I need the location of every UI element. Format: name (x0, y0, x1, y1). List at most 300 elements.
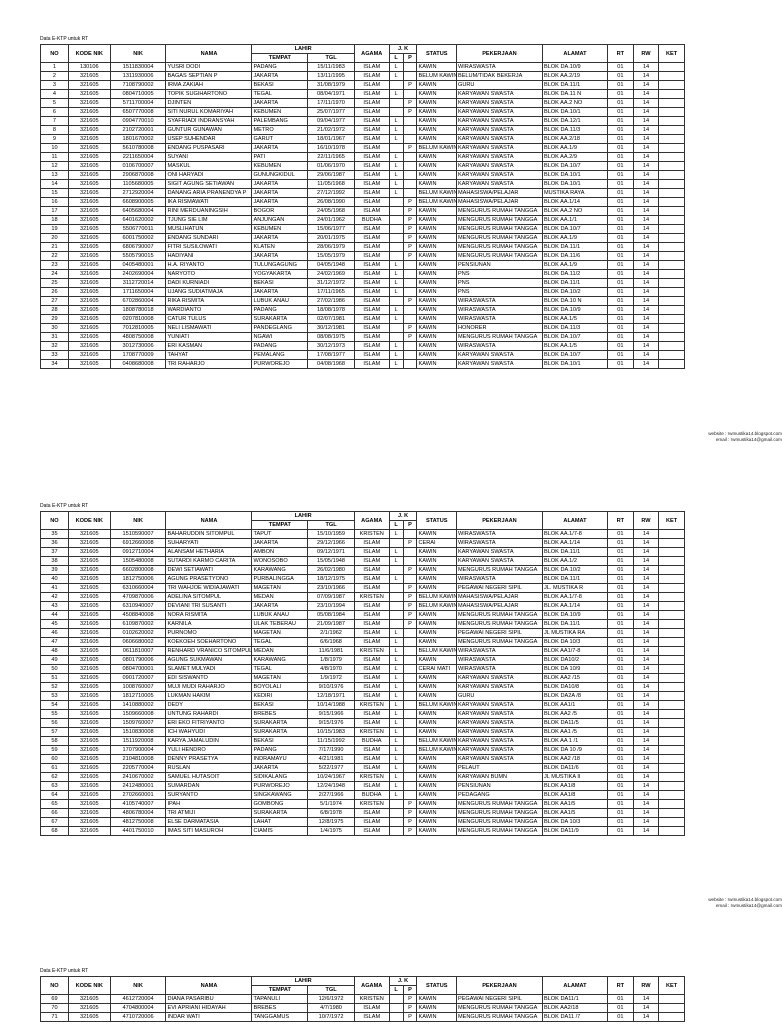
table-cell: BLOK DA.11/1 (542, 279, 607, 288)
table-cell: ICH WAHYUDI (166, 728, 252, 737)
table-cell: BLOK DA.11/1 (542, 575, 607, 584)
table-cell: KAWIN (417, 297, 457, 306)
table-cell: ISLAM (354, 611, 389, 620)
table-cell: 12/18/1971 (308, 692, 355, 701)
table-cell: BLOK DA.11/2 (542, 270, 607, 279)
header-l: L (389, 54, 403, 63)
ektp-table (40, 511, 685, 836)
table-cell: 321605 (68, 108, 110, 117)
table-cell: 11/15/1992 (308, 737, 355, 746)
table-cell: BLOK DA.10 N (542, 297, 607, 306)
table-cell: KARYAWAN SWASTA (456, 710, 542, 719)
table-cell: BLOK DA 10/9 (542, 665, 607, 674)
table-row (41, 593, 685, 602)
table-cell: BEKASI (252, 81, 308, 90)
table-cell: KAWIN (417, 656, 457, 665)
table-cell: ISLAM (354, 63, 389, 72)
table-row (41, 72, 685, 81)
table-cell (659, 656, 685, 665)
table-cell (659, 162, 685, 171)
table-cell (659, 306, 685, 315)
table-cell: KAWIN (417, 234, 457, 243)
table-row (41, 1013, 685, 1022)
header-tempat: TEMPAT (252, 521, 308, 530)
table-cell: KAWIN (417, 809, 457, 818)
table-cell: 4508840008 (110, 611, 166, 620)
table-cell: WIRASWASTA (456, 342, 542, 351)
table-cell (389, 800, 403, 809)
table-cell: P (403, 297, 417, 306)
table-cell (403, 63, 417, 72)
table-cell: WARDIANTO (166, 306, 252, 315)
table-cell: 14 (633, 602, 659, 611)
table-cell (659, 701, 685, 710)
table-cell: 6001750002 (110, 234, 166, 243)
table-cell: BUDHA (354, 791, 389, 800)
table-row (41, 611, 685, 620)
table-row (41, 656, 685, 665)
header-no: NO (41, 45, 69, 63)
table-cell: NARYOTO (166, 270, 252, 279)
table-cell: 321605 (68, 180, 110, 189)
table-cell: ONI HARYADI (166, 171, 252, 180)
table-cell (659, 99, 685, 108)
table-cell (389, 809, 403, 818)
header-ket: KET (659, 45, 685, 63)
table-cell: 08/04/1971 (308, 90, 355, 99)
table-cell: CIAMIS (252, 827, 308, 836)
table-cell: MUJI MUDI RAHARJO (166, 683, 252, 692)
table-cell (403, 656, 417, 665)
table-cell: 01 (608, 620, 634, 629)
table-cell: 5 (41, 99, 69, 108)
table-cell: L (389, 728, 403, 737)
table-cell: BLOK AA 1 /1 (542, 737, 607, 746)
table-cell: KAWIN (417, 791, 457, 800)
table-cell: 4704800004 (110, 1004, 166, 1013)
table-cell: ISLAM (354, 539, 389, 548)
table-cell: TEGAL (252, 665, 308, 674)
table-cell: 321605 (68, 243, 110, 252)
table-cell (389, 234, 403, 243)
table-cell (659, 90, 685, 99)
table-cell: BLOK AA.1/14 (542, 602, 607, 611)
table-cell: KAWIN (417, 764, 457, 773)
table-cell: WIRASWASTA (456, 539, 542, 548)
header-tempat: TEMPAT (252, 54, 308, 63)
table-cell: RIKA RISMITA (166, 297, 252, 306)
table-cell: BLOK AA.1/2 (542, 557, 607, 566)
table-cell: TEGAL (252, 90, 308, 99)
table-cell: 01 (608, 360, 634, 369)
table-cell: BLOK DA10/8 (542, 683, 607, 692)
table-cell: 01 (608, 827, 634, 836)
table-cell: YOGYAKARTA (252, 270, 308, 279)
table-cell: PENSIUNAN (456, 782, 542, 791)
table-cell: BLOK DA11 /7 (542, 1013, 607, 1022)
table-row (41, 557, 685, 566)
table-cell (659, 665, 685, 674)
table-cell: 01 (608, 342, 634, 351)
table-cell (659, 638, 685, 647)
table-cell (659, 261, 685, 270)
table-cell: KAWIN (417, 728, 457, 737)
table-cell: KRISTEN (354, 647, 389, 656)
table-cell: L (389, 710, 403, 719)
table-cell: ISLAM (354, 198, 389, 207)
table-row (41, 315, 685, 324)
table-cell: KAWIN (417, 692, 457, 701)
table-cell: 01 (608, 674, 634, 683)
table-cell: ERI EKO FITRIYANTO (166, 719, 252, 728)
table-cell: SITI NURUL KOMARIYAH (166, 108, 252, 117)
table-cell: MENGURUS RUMAH TANGGA (456, 252, 542, 261)
table-cell: P (403, 243, 417, 252)
table-cell: 321605 (68, 207, 110, 216)
table-cell: 05/08/1984 (308, 611, 355, 620)
table-cell: 44 (41, 611, 69, 620)
table-cell: 14 (633, 773, 659, 782)
table-cell: DADI KURNIADI (166, 279, 252, 288)
table-cell: KARYAWAN SWASTA (456, 674, 542, 683)
table-cell (659, 548, 685, 557)
table-cell: 14 (633, 782, 659, 791)
table-cell: KAWIN (417, 279, 457, 288)
table-cell: 14 (633, 827, 659, 836)
table-cell: ISLAM (354, 126, 389, 135)
table-cell: L (389, 791, 403, 800)
table-cell (659, 629, 685, 638)
table-cell: 01/06/1970 (308, 162, 355, 171)
table-cell: BLOK AA.2/9 (542, 153, 607, 162)
table-row (41, 288, 685, 297)
table-cell: KRISTEN (354, 995, 389, 1004)
table-cell: 14 (633, 818, 659, 827)
table-row (41, 189, 685, 198)
header-agama: AGAMA (354, 977, 389, 995)
table-cell: 01 (608, 351, 634, 360)
table-cell: SLAMET MULYADI (166, 665, 252, 674)
table-cell (659, 584, 685, 593)
table-cell: ISLAM (354, 818, 389, 827)
table-cell: 01 (608, 252, 634, 261)
table-cell: 14 (633, 629, 659, 638)
table-cell: 12/6/1972 (308, 995, 355, 1004)
table-cell: 21 (41, 243, 69, 252)
table-cell: ISLAM (354, 270, 389, 279)
table-cell: 14 (633, 791, 659, 800)
table-cell (659, 791, 685, 800)
table-cell (659, 225, 685, 234)
table-cell: 321605 (68, 216, 110, 225)
table-cell: MAGETAN (252, 584, 308, 593)
table-cell: KARNILA (166, 620, 252, 629)
table-cell: 63 (41, 782, 69, 791)
table-cell (403, 737, 417, 746)
table-cell: 14 (633, 728, 659, 737)
header-rt: RT (608, 512, 634, 530)
table-cell: 41 (41, 584, 69, 593)
table-cell: 15/10/1959 (308, 530, 355, 539)
table-cell: JAKARTA (252, 198, 308, 207)
ektp-table (40, 976, 685, 1022)
caption-1 (40, 36, 88, 42)
table-cell: KARYAWAN SWASTA (456, 548, 542, 557)
table-row (41, 737, 685, 746)
table-cell: 5711700004 (110, 99, 166, 108)
table-cell (659, 63, 685, 72)
table-cell: 14 (633, 701, 659, 710)
table-cell: P (403, 566, 417, 575)
table-cell: 1707900004 (110, 746, 166, 755)
table-cell: 2/1/1962 (308, 629, 355, 638)
table-cell: MUSLIHATUN (166, 225, 252, 234)
table-cell: 0804710005 (110, 90, 166, 99)
table-cell: KARYAWAN SWASTA (456, 701, 542, 710)
table-cell (659, 809, 685, 818)
table-cell: KRISTEN (354, 530, 389, 539)
table-row (41, 764, 685, 773)
table-cell: 321605 (68, 656, 110, 665)
table-cell: YULI HENDRO (166, 746, 252, 755)
table-cell: 10/24/1967 (308, 773, 355, 782)
table-cell: CATUR TULUS (166, 315, 252, 324)
table-cell: 14 (633, 207, 659, 216)
table-cell: MENGURUS RUMAH TANGGA (456, 566, 542, 575)
table-cell: BLOK AA2 /5 (542, 710, 607, 719)
table-cell: PEGAWAI NEGERI SIPIL (456, 995, 542, 1004)
table-cell: 01 (608, 135, 634, 144)
table-cell: ISLAM (354, 72, 389, 81)
table-cell: MENGURUS RUMAH TANGGA (456, 809, 542, 818)
table-cell (389, 99, 403, 108)
table-cell: PURWOREJO (252, 360, 308, 369)
table-cell: KAWIN (417, 575, 457, 584)
table-cell: IMAS SITI MASUROH (166, 827, 252, 836)
table-cell: SUTARDI KARMO CARITA (166, 557, 252, 566)
table-cell: KAWIN (417, 126, 457, 135)
table-cell: 01 (608, 656, 634, 665)
table-cell (403, 719, 417, 728)
table-cell: 56 (41, 719, 69, 728)
header-nama: NAMA (166, 512, 252, 530)
table-cell (389, 333, 403, 342)
table-cell: ISLAM (354, 171, 389, 180)
table-cell (403, 728, 417, 737)
table-cell: 3112720014 (110, 279, 166, 288)
table-row (41, 809, 685, 818)
table-cell: JAKARTA (252, 99, 308, 108)
table-row (41, 270, 685, 279)
table-row (41, 63, 685, 72)
table-cell (403, 773, 417, 782)
table-row (41, 818, 685, 827)
table-cell: 01 (608, 800, 634, 809)
header-p: P (403, 521, 417, 530)
table-cell: NGAWI (252, 333, 308, 342)
table-row (41, 746, 685, 755)
table-cell: P (403, 818, 417, 827)
table-cell: 14 (633, 72, 659, 81)
table-cell: L (389, 351, 403, 360)
table-cell: CERAI (417, 539, 457, 548)
table-cell: 1/8/1979 (308, 656, 355, 665)
table-cell: L (389, 315, 403, 324)
table-cell (389, 584, 403, 593)
table-cell: 321605 (68, 189, 110, 198)
table-cell: ISLAM (354, 719, 389, 728)
table-cell: HADIYANI (166, 252, 252, 261)
table-cell: 0912710004 (110, 548, 166, 557)
table-cell: 9/15/1976 (308, 719, 355, 728)
table-cell: ADELINA SITOMPUL (166, 593, 252, 602)
table-row (41, 575, 685, 584)
table-cell: BELUM/TIDAK BEKERJA (456, 72, 542, 81)
table-cell: KARYAWAN SWASTA (456, 746, 542, 755)
table-cell: P (403, 108, 417, 117)
table-cell (659, 144, 685, 153)
table-row (41, 710, 685, 719)
table-cell: 321605 (68, 995, 110, 1004)
table-cell: 22/11/1965 (308, 153, 355, 162)
table-cell: BLOK AA.1/14 (542, 198, 607, 207)
table-cell: 14 (633, 162, 659, 171)
table-cell (659, 288, 685, 297)
table-cell: BLOK DA11/9 (542, 827, 607, 836)
table-cell: 14 (633, 593, 659, 602)
footer-note-1 (560, 431, 782, 443)
table-cell: RINI MERDUANINGSIH (166, 207, 252, 216)
table-cell: L (389, 63, 403, 72)
footer-email: email : rwmustika14@gmail.com (715, 903, 782, 908)
table-cell: SURAKARTA (252, 315, 308, 324)
table-cell (659, 593, 685, 602)
table-cell: GURU (456, 81, 542, 90)
table-cell: L (389, 126, 403, 135)
ektp-table (40, 44, 685, 369)
table-cell: SURAKARTA (252, 728, 308, 737)
table-cell: BLOK DA.10/1 (542, 360, 607, 369)
table-cell: 50 (41, 665, 69, 674)
header-rw: RW (633, 512, 659, 530)
table-cell (659, 692, 685, 701)
table-cell (659, 530, 685, 539)
table-cell: KARYAWAN SWASTA (456, 728, 542, 737)
table-cell: MENGURUS RUMAH TANGGA (456, 225, 542, 234)
table-cell: KAWIN (417, 530, 457, 539)
header-alamat: ALAMAT (542, 512, 607, 530)
table-cell: WIRASWASTA (456, 306, 542, 315)
table-cell (659, 818, 685, 827)
table-cell: 1812710005 (110, 692, 166, 701)
table-cell: 1509760007 (110, 719, 166, 728)
table-row (41, 674, 685, 683)
table-cell: 14 (633, 288, 659, 297)
header-rt: RT (608, 45, 634, 63)
table-cell: 01 (608, 629, 634, 638)
table-cell: ISLAM (354, 324, 389, 333)
table-cell: 26/02/1980 (308, 566, 355, 575)
table-row (41, 995, 685, 1004)
table-cell: AGUNG SUKMAWAN (166, 656, 252, 665)
table-cell: 321605 (68, 755, 110, 764)
table-cell: 321605 (68, 575, 110, 584)
table-cell: 14 (633, 1004, 659, 1013)
table-cell: 7 (41, 117, 69, 126)
table-cell: 43 (41, 602, 69, 611)
table-cell: L (389, 746, 403, 755)
header-agama: AGAMA (354, 45, 389, 63)
table-cell: BLOK DA11/5 (542, 719, 607, 728)
table-cell: MENGURUS RUMAH TANGGA (456, 800, 542, 809)
table-cell: BLOK AA.1/1 (542, 216, 607, 225)
table-cell: L (389, 701, 403, 710)
header-lahir: LAHIR (252, 45, 354, 54)
table-cell: 321605 (68, 288, 110, 297)
header-nama: NAMA (166, 977, 252, 995)
table-cell: WIRASWASTA (456, 647, 542, 656)
table-cell: 321605 (68, 773, 110, 782)
table-cell: L (389, 665, 403, 674)
table-cell: 01 (608, 773, 634, 782)
table-cell: NORA RISMITA (166, 611, 252, 620)
table-cell: TULUNGAGUNG (252, 261, 308, 270)
table-cell: 1505480008 (110, 557, 166, 566)
table-cell: 321605 (68, 728, 110, 737)
table-cell: KAWIN (417, 566, 457, 575)
table-cell: 321605 (68, 261, 110, 270)
table-section-3 (40, 968, 684, 1024)
table-cell: 10 (41, 144, 69, 153)
table-cell: BLOK AA1/5 (542, 800, 607, 809)
table-cell: KAWIN (417, 135, 457, 144)
table-row (41, 548, 685, 557)
table-cell: 29/06/1987 (308, 171, 355, 180)
table-cell: BLOK AA.1/14 (542, 539, 607, 548)
table-cell: BLOK AA.1/9 (542, 261, 607, 270)
table-cell: 28/06/1979 (308, 243, 355, 252)
table-cell: BLOK DA.10/9 (542, 63, 607, 72)
table-cell: 01 (608, 144, 634, 153)
table-cell: 14 (633, 360, 659, 369)
table-cell: 47 (41, 638, 69, 647)
caption-text: Data E-KTP untuk RT (40, 968, 89, 974)
table-cell (389, 611, 403, 620)
table-cell: KAWIN (417, 351, 457, 360)
table-cell: ALANSAM HETHARIA (166, 548, 252, 557)
table-cell: 1008760007 (110, 683, 166, 692)
table-cell: 01 (608, 995, 634, 1004)
table-cell (659, 72, 685, 81)
table-row (41, 108, 685, 117)
table-cell: 01 (608, 530, 634, 539)
table-cell: KAWIN (417, 782, 457, 791)
table-cell: MENGURUS RUMAH TANGGA (456, 1004, 542, 1013)
table-row (41, 135, 685, 144)
table-cell (389, 225, 403, 234)
table-cell: 01 (608, 270, 634, 279)
table-cell: P (403, 225, 417, 234)
table-cell: KAWIN (417, 153, 457, 162)
table-cell (403, 279, 417, 288)
table-cell: ISLAM (354, 261, 389, 270)
table-cell: 321605 (68, 1004, 110, 1013)
table-cell: 07/09/1987 (308, 593, 355, 602)
table-cell: 39 (41, 566, 69, 575)
table-cell: 01 (608, 180, 634, 189)
header-alamat: ALAMAT (542, 45, 607, 63)
table-cell: BLOK DA10/2 (542, 656, 607, 665)
